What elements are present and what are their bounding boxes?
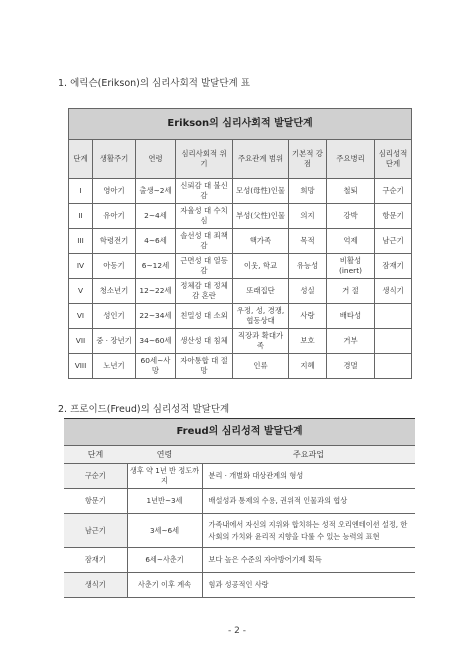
table-cell: II [69, 204, 93, 229]
table-cell: 비활성(inert) [327, 254, 375, 279]
table-cell: 6~12세 [136, 254, 176, 279]
table-cell: 정체감 대 정체감 혼란 [176, 279, 233, 304]
table-cell: 강박 [327, 204, 375, 229]
table-row [64, 573, 415, 598]
table-cell: VI [69, 304, 93, 329]
table-cell: 노년기 [93, 354, 136, 379]
table-cell: 영아기 [93, 179, 136, 204]
table-cell: 자아통합 대 절망 [176, 354, 233, 379]
header-cell: 주요병리 [327, 140, 375, 179]
table-cell: 2~4세 [136, 204, 176, 229]
header-cell: 기본적 강점 [289, 140, 327, 179]
table-cell: 배타성 [327, 304, 375, 329]
table-row [69, 204, 412, 229]
table-cell: 잠재기 [64, 548, 127, 573]
erikson-table-title: Erikson의 심리사회적 발달단계 [69, 109, 412, 140]
table-cell: 34~60세 [136, 329, 176, 354]
table-cell: 아동기 [93, 254, 136, 279]
table-cell: 항문기 [375, 204, 412, 229]
table-cell: 청소년기 [93, 279, 136, 304]
table-cell: 학령전기 [93, 229, 136, 254]
erikson-table-header [69, 140, 412, 179]
table-cell: 사춘기 이후 계속 [127, 573, 202, 598]
table-cell: 보호 [289, 329, 327, 354]
page-number: - 2 - [228, 626, 246, 636]
table-cell: 항문기 [64, 489, 127, 514]
table-cell: 22~34세 [136, 304, 176, 329]
freud-table-header [64, 446, 415, 464]
header-cell: 연령 [127, 446, 202, 464]
table-row [69, 279, 412, 304]
table-row [64, 464, 415, 489]
table-cell: 힘과 성공적인 사랑 [202, 573, 415, 598]
header-cell: 단계 [69, 140, 93, 179]
header-cell: 심리사회적 위기 [176, 140, 233, 179]
table-cell: 성인기 [93, 304, 136, 329]
table-cell: 남근기 [375, 229, 412, 254]
table-cell: 이웃, 학교 [233, 254, 289, 279]
table-row [69, 229, 412, 254]
table-cell: 분리 · 개별화 대상관계의 형성 [202, 464, 415, 489]
table-cell: 철퇴 [327, 179, 375, 204]
table-cell: 핵가족 [233, 229, 289, 254]
table-row [69, 354, 412, 379]
table-cell: 경멸 [327, 354, 375, 379]
table-cell [375, 304, 412, 329]
table-cell: 자율성 대 수치심 [176, 204, 233, 229]
table-cell: 인류 [233, 354, 289, 379]
table-cell: 생식기 [375, 279, 412, 304]
freud-table-title: Freud의 심리성적 발달단계 [64, 419, 415, 446]
table-cell: I [69, 179, 93, 204]
table-cell: 12~22세 [136, 279, 176, 304]
table-cell: 3세~6세 [127, 514, 202, 548]
table-cell: 출생~2세 [136, 179, 176, 204]
table-cell: IV [69, 254, 93, 279]
table-cell: 배설성과 통제의 수용, 권위적 인물과의 협상 [202, 489, 415, 514]
table-cell: 생후 약 1년 반 정도까지 [127, 464, 202, 489]
header-cell: 주요과업 [202, 446, 415, 464]
table-cell: 거 절 [327, 279, 375, 304]
table-cell: 의지 [289, 204, 327, 229]
section1-heading: 1. 에릭슨(Erikson)의 심리사회적 발달단계 표 [58, 78, 250, 89]
table-cell: V [69, 279, 93, 304]
table-cell: 4~6세 [136, 229, 176, 254]
table-cell: 잠재기 [375, 254, 412, 279]
table-cell: 유능성 [289, 254, 327, 279]
table-cell: VIII [69, 354, 93, 379]
table-cell: 지혜 [289, 354, 327, 379]
header-cell: 연령 [136, 140, 176, 179]
table-cell [375, 329, 412, 354]
table-cell: 남근기 [64, 514, 127, 548]
table-cell: 우정, 성, 경쟁, 협동상대 [233, 304, 289, 329]
table-cell: 친밀성 대 소외 [176, 304, 233, 329]
table-cell: 부성(父性)인물 [233, 204, 289, 229]
table-cell: 보다 높은 수준의 자아방어기제 획득 [202, 548, 415, 573]
table-cell: 솔선성 대 죄책감 [176, 229, 233, 254]
table-cell: 1년반~3세 [127, 489, 202, 514]
header-cell: 생활주기 [93, 140, 136, 179]
table-cell: 희망 [289, 179, 327, 204]
table-row [69, 304, 412, 329]
table-cell: 생산성 대 침체 [176, 329, 233, 354]
table-row [69, 329, 412, 354]
table-cell: 생식기 [64, 573, 127, 598]
table-cell: 유아기 [93, 204, 136, 229]
table-cell: 직장과 확대가족 [233, 329, 289, 354]
table-cell: 목적 [289, 229, 327, 254]
header-cell: 심리성적 단계 [375, 140, 412, 179]
header-cell: 주요관계 범위 [233, 140, 289, 179]
section2-heading: 2. 프로이드(Freud)의 심리성적 발달단계 [58, 404, 230, 415]
table-cell: 가족내에서 자신의 지위와 합치하는 성적 오리엔테이션 설정, 한 사회의 가치와 윤리적 지향을 다룰 수 있는 능력의 표현 [202, 514, 415, 548]
freud-table [64, 418, 415, 598]
table-row [69, 179, 412, 204]
table-row [64, 514, 415, 548]
table-cell: 6세~사춘기 [127, 548, 202, 573]
table-cell [375, 354, 412, 379]
table-cell: 근면성 대 열등감 [176, 254, 233, 279]
table-cell: 억제 [327, 229, 375, 254]
table-row [64, 548, 415, 573]
erikson-table [68, 108, 412, 379]
table-row [69, 254, 412, 279]
table-cell: VII [69, 329, 93, 354]
table-row [64, 489, 415, 514]
table-cell: 성실 [289, 279, 327, 304]
table-cell: 사랑 [289, 304, 327, 329]
table-cell: 구순기 [64, 464, 127, 489]
table-cell: 중 · 장년기 [93, 329, 136, 354]
table-cell: 신뢰감 대 불신감 [176, 179, 233, 204]
table-cell: 또래집단 [233, 279, 289, 304]
table-cell: 거부 [327, 329, 375, 354]
table-cell: 구순기 [375, 179, 412, 204]
header-cell: 단계 [64, 446, 127, 464]
table-cell: III [69, 229, 93, 254]
table-cell: 모성(母性)인물 [233, 179, 289, 204]
table-cell: 60세~사망 [136, 354, 176, 379]
